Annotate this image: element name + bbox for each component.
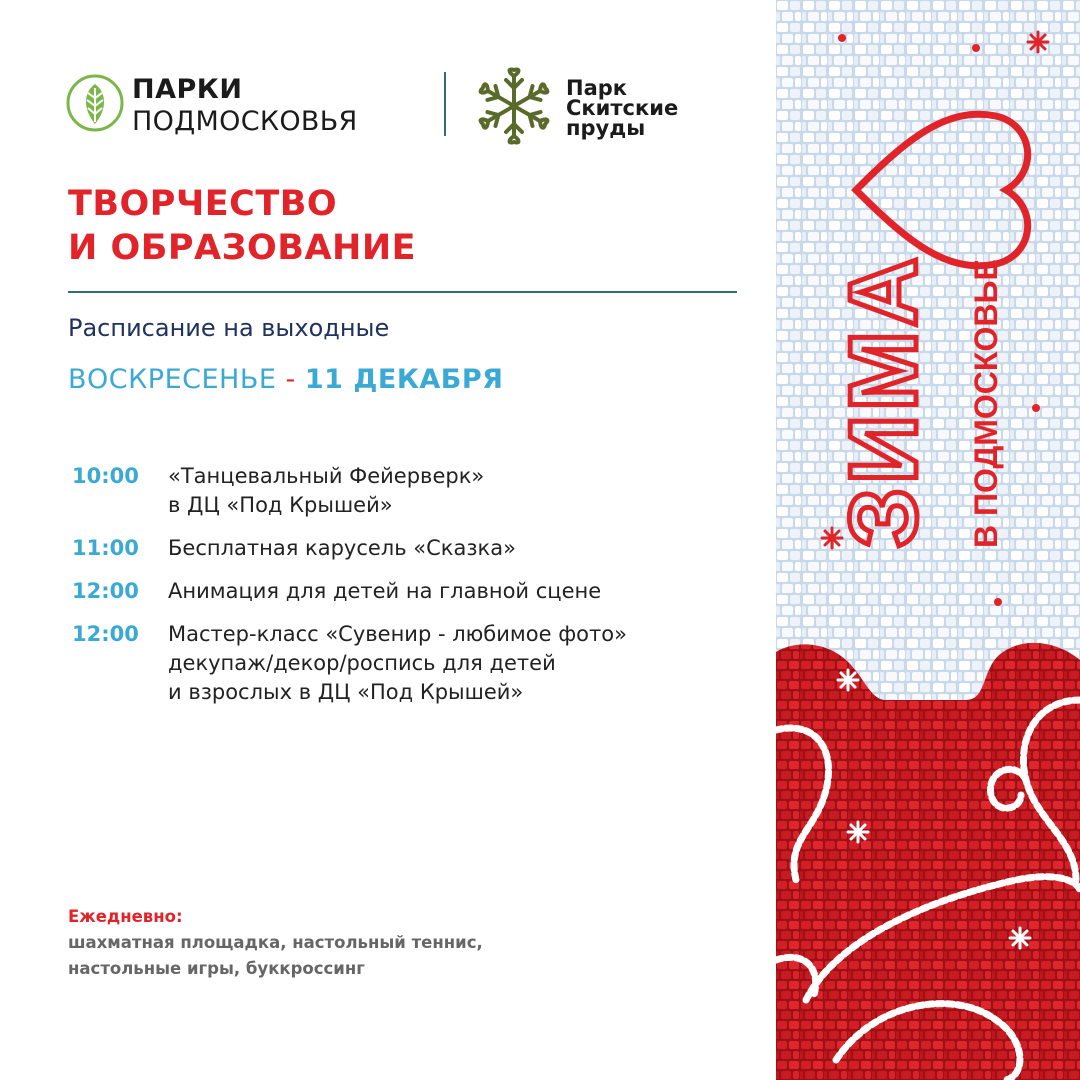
schedule-list	[72, 462, 762, 721]
banner-subtitle: В ПОДМОСКОВЬЕ	[968, 259, 1004, 548]
daily-info	[68, 904, 483, 982]
date: 11 ДЕКАБРЯ	[304, 364, 504, 395]
schedule-subtitle: Расписание на выходные	[68, 314, 390, 342]
schedule-line: и взрослых в ДЦ «Под Крышей»	[168, 680, 524, 704]
schedule-time: 10:00	[72, 464, 139, 488]
schedule-item	[72, 534, 762, 563]
schedule-description	[168, 534, 516, 563]
schedule-item	[72, 462, 762, 520]
schedule-line: Мастер-класс «Сувенир - любимое фото»	[168, 622, 627, 646]
schedule-line: в ДЦ «Под Крышей»	[168, 493, 393, 517]
section-divider	[68, 291, 737, 293]
brand-name	[132, 76, 358, 135]
park-line3: пруды	[566, 116, 646, 140]
snowflake-icon	[1028, 32, 1048, 52]
brand-line2: ПОДМОСКОВЬЯ	[132, 106, 358, 137]
decorative-banner	[776, 0, 1080, 1080]
daily-line: шахматная площадка, настольный теннис,	[68, 933, 483, 952]
schedule-description	[168, 577, 601, 606]
banner-title	[830, 253, 937, 548]
day-heading	[68, 364, 503, 395]
schedule-line: Бесплатная карусель «Сказка»	[168, 536, 516, 560]
weekday: ВОСКРЕСЕНЬЕ	[68, 364, 277, 395]
title-line2: И ОБРАЗОВАНИЕ	[68, 228, 417, 268]
daily-label: Ежедневно:	[68, 907, 183, 926]
schedule-item	[72, 620, 762, 707]
title-line1: ТВОРЧЕСТВО	[68, 184, 338, 224]
schedule-time: 12:00	[72, 579, 139, 603]
schedule-description	[168, 620, 627, 707]
schedule-line: Анимация для детей на главной сцене	[168, 579, 602, 603]
daily-line: настольные игры, буккроссинг	[68, 959, 365, 978]
schedule-time: 12:00	[72, 622, 139, 646]
brand-line1: ПАРКИ	[132, 74, 243, 105]
parks-leaf-logo-icon	[66, 72, 124, 134]
schedule-description	[168, 462, 484, 520]
park-name	[566, 78, 678, 138]
schedule-line: «Танцевальный Фейерверк»	[168, 464, 485, 488]
banner-word: ЗИМА	[830, 253, 937, 548]
page-title	[68, 182, 416, 270]
day-dash: -	[285, 364, 296, 395]
schedule-line: декупаж/декор/роспись для детей	[168, 651, 556, 675]
schedule-item	[72, 577, 762, 606]
park-line2: Скитские	[566, 96, 679, 120]
schedule-time: 11:00	[72, 536, 139, 560]
logo-divider	[444, 72, 446, 136]
park-line1: Парк	[566, 76, 628, 100]
snowflake-logo-icon	[474, 66, 554, 146]
